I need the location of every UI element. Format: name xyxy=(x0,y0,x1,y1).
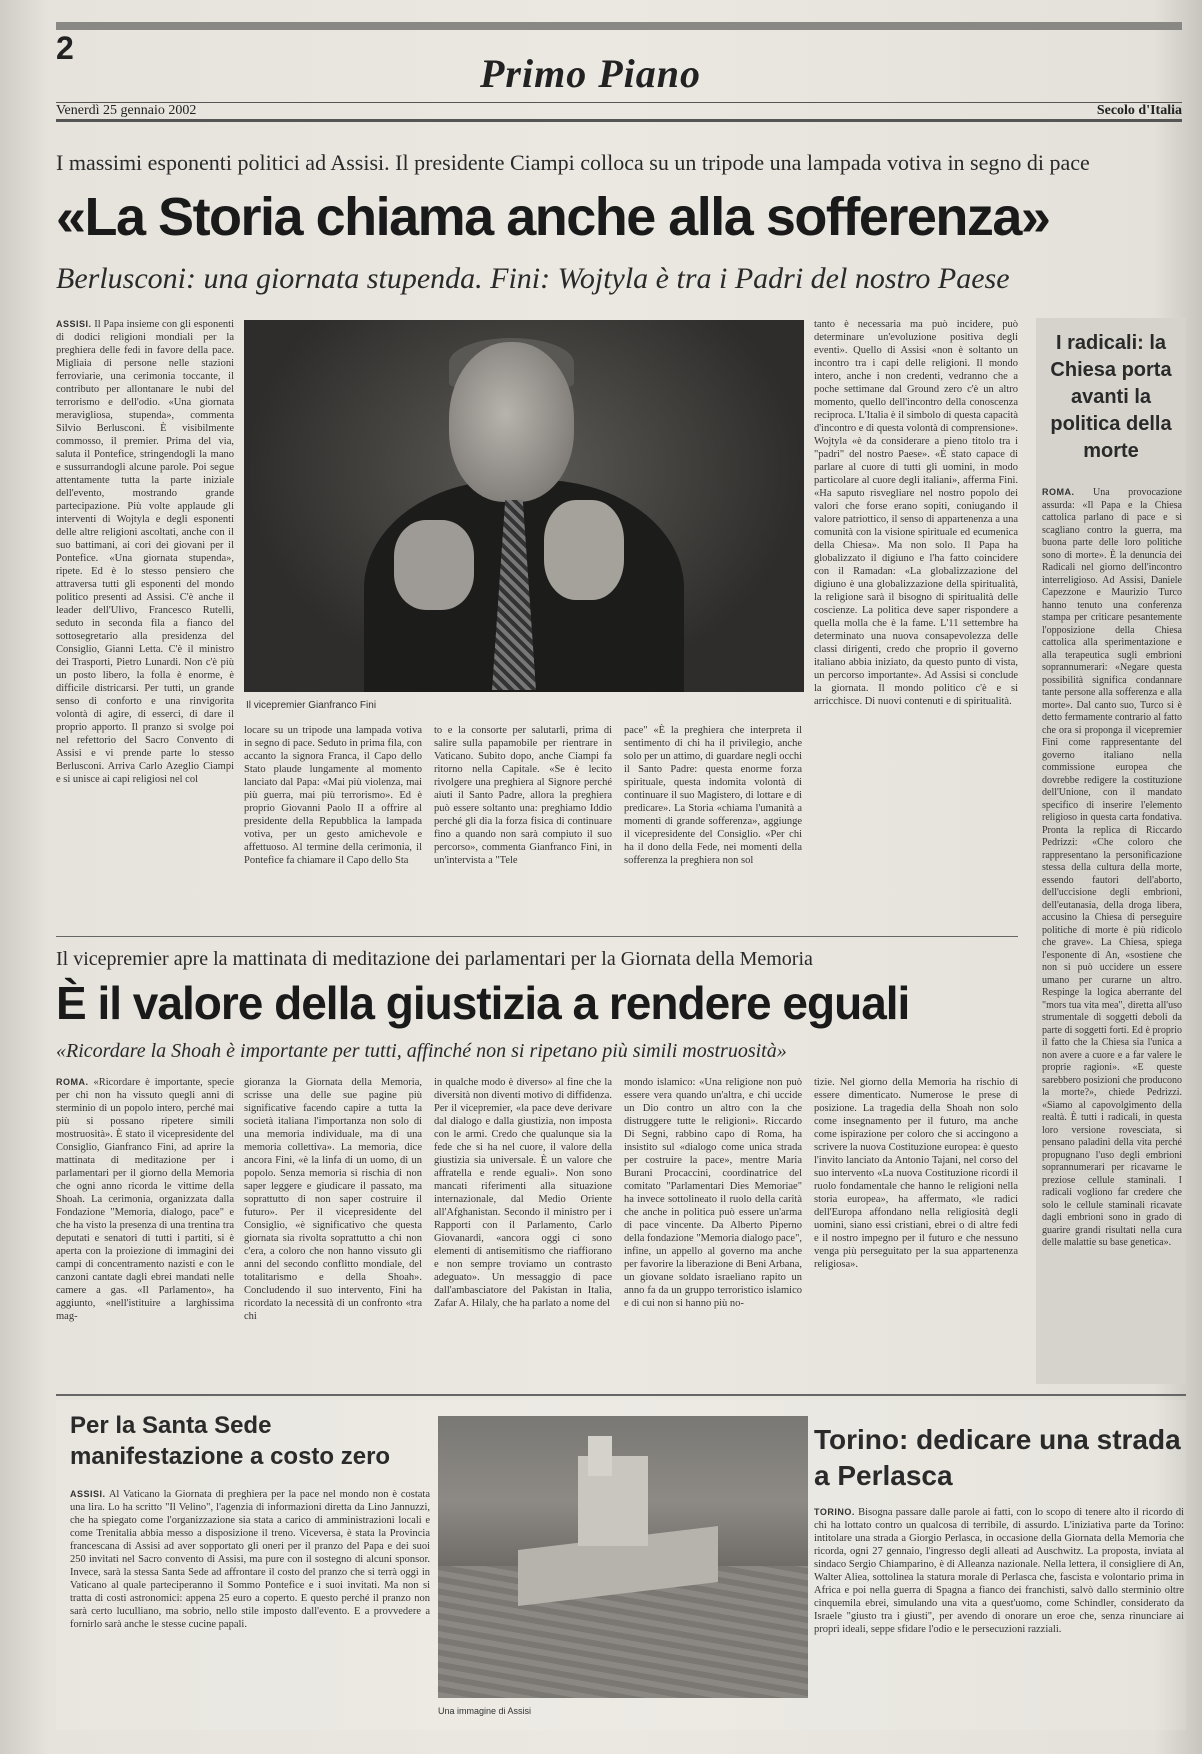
second-kicker: Il vicepremier apre la mattinata di meditazione dei parlamentari per la Giornata della Memoria xyxy=(56,948,813,970)
fini-photo xyxy=(244,320,804,692)
lead-column-3: to e la consorte per salutarli, prima di salire sulla papamobile per rientrare in Vaticano. Subito dopo, anche Ciampi fa ritorno nella Capitale. «Se è lecito rivolgere una preghiera al Signore perché aiuti il Santo Padre, allora la preghiera può essere soltanto una: preghiamo Iddio perché gli dia la forza fisica di continuare fino a quando non sarà compiuto il suo percorso», commenta Gianfranco Fini, in un'intervista a "Tele xyxy=(434,725,612,866)
second-dateline: ROMA. xyxy=(56,1077,89,1087)
second-headline: È il valore della giustizia a rendere eguali xyxy=(56,977,910,1029)
top-rule xyxy=(56,22,1182,30)
newspaper-name: Secolo d'Italia xyxy=(1096,103,1182,118)
divider xyxy=(56,936,1018,937)
sidebar-headline: I radicali: la Chiesa porta avanti la politica della morte xyxy=(1050,332,1172,462)
lead-column-5: tanto è necessaria ma può incidere, può determinare un'evoluzione positiva degli eventi». Quello di Assisi «non è soltanto un incontro tra i capi delle religioni. Il mondo intero, anche i non credenti, vedranno che a poche settimane dal Ground zero c'è un altro momento, quello dell'incontro della conoscenza reciproca. L'Italia è il simbolo di questa capacità d'incontro e di questa volontà di comprensione». Wojtyla «è da considerare a pieno titolo tra i "padri" del nostro Paese». «È stato capace di parlare al cuore di tutti gli uomini, in modo particolare al cuore degli italiani», afferma Fini. «Ha saputo risvegliare nel nostro popolo dei valori che forse erano sopiti, coniugando il valore patriottico, il senso di appartenenza a una comunità con la visione spirituale ed ecumenica della Chiesa». Ma non solo. Il Papa ha globalizzato il digiuno e l'ha fatto coincidere con il Ramadan: «La globalizzazione del digiuno è una globalizzazione della spiritualità, la religione sarà il bisogno di spiritualità delle coscienze. La politica deve saper rispondere a quella molla che è la fame. L'11 settembre ha determinato una nuova consapevolezza delle classi dirigenti, credo che proprio il governo italiano abbia iniziato, da questo punto di vista, un percorso importante». Ad Assisi si conclude la giornata. Il mondo politico c'è e si arricchisce. Di nuovi contenuti e di spiritualità. xyxy=(814,319,1018,707)
santa-sede-headline: Per la Santa Sede manifestazione a costo zero xyxy=(70,1412,391,1470)
assisi-photo-caption: Una immagine di Assisi xyxy=(438,1706,532,1716)
second-subheadline: «Ricordare la Shoah è importante per tutti, affinché non si ripetano più simili mostruosità» xyxy=(56,1040,787,1062)
lead-kicker: I massimi esponenti politici ad Assisi. Il presidente Ciampi colloca su un tripode una lampada votiva in segno di pace xyxy=(56,150,1090,175)
perlasca-text xyxy=(814,1506,1184,1728)
fini-photo-caption: Il vicepremier Gianfranco Fini xyxy=(246,700,377,711)
sidebar-body: Una provocazione assurda: «Il Papa e la Chiesa cattolica parlano di pace e si scagliano contro la guerra, ma buona parte delle loro politiche sono di morte». È la denuncia dei Radicali nel giorno dell'incontro interreligioso. Ad Assisi, Daniele Capezzone e Maurizio Turco hanno tenuto una conferenza stampa per criticare pesantemente l'opposizione della Chiesa cattolica alla sperimentazione e alla terapeutica sugli embrioni soprannumerari: «Negare questa possibilità significa condannare tante persone alla sofferenza e alla morte». Dal canto suo, Turco si è detto fermamente contrario al fatto che ora si proponga il vicepremier Fini come rappresentante del governo italiano nella commissione europea che dovrebbe redigere la costituzione dell'Unione, con il mandato specifico di inserire l'elemento religioso in questa carta fondativa. Pronta la replica di Riccardo Pedrizzi: «Che coloro che rappresentano la personificazione stessa della cultura della morte, essendo fautori dell'aborto, dell'uccisione degli embrioni, dell'eutanasia, della droga libera, accusino la Chiesa di perseguire politiche di morte è più ridicolo che grave». La Chiesa, spiega l'esponente di An, «sostiene che non si può uccidere un essere umano per curarne un altro. Respinge la logica aberrante del "mors tua vita mea", diretta all'uso strumentale di soggetti deboli da parte di soggetti forti. Ed è proprio il fatto che la Chiesa sia l'unica a non avere a cuore e a far valere le proprie ragioni». «E queste sarebbero posizioni che producono la morte?», chiede Pedrizzi. «Siamo al capovolgimento della realtà. È tutti i radicali, in questa loro versione rovesciata, si pensano paladini della vita perché propugnano l'uso degli embrioni soprannumerari per ricavarne le preziose cellule staminali. I radicali vogliono far credere che solo le cellule staminali ricavate dagli embrioni sono in grado di guarire grandi risultati nella cura delle malattie su base genetica». xyxy=(1042,487,1182,1248)
second-column-3: in qualche modo è diverso» al fine che la diversità non diventi motivo di diffidenza. Per il vicepremier, «la pace deve derivare dal dialogo e dalla giustizia, non imposta con le armi. Credo che qualunque sia la fede che si ha nel cuore, il valore della giustizia sia universale. È un valore che affratella e rende eguali». Non sono mancati riferimenti alla situazione internazionale, dal Medio Oriente all'Afghanistan. Secondo il ministro per i Rapporti con il Parlamento, Carlo Giovanardi, «ancora oggi ci sono elementi di antisemitismo che riaffiorano e non sempre troviamo un contrasto adeguato». Un messaggio di pace dall'ambasciatore del Pakistan in Italia, Zafar A. Hilaly, che ha parlato a nome del xyxy=(434,1077,612,1309)
second-column-2: gioranza la Giornata della Memoria, scrisse una delle sue pagine più significative facendo capire a tutta la società italiana l'importanza non solo di una memoria individuale, ma di una memoria collettiva». La memoria, dice ancora Fini, «è la linfa di un uomo, di un popolo. Senza memoria si rischia di non saper leggere e giudicare il passato, ma soprattutto di non saper costruire il futuro». Per il vicepresidente del Consiglio, «è significativo che questa giornata sia rivolta soprattutto a chi non c'era, a coloro che non hanno vissuto gli anni del secondo conflitto mondiale, del totalitarismo e della Shoah». Concludendo il suo intervento, Fini ha ricordato la necessità di un confronto «tra chi xyxy=(244,1077,422,1322)
divider xyxy=(56,1394,1186,1396)
perlasca-dateline: TORINO. xyxy=(814,1507,855,1517)
perlasca-body: Bisogna passare dalle parole ai fatti, con lo scopo di tenere alto il ricordo di chi ha lottato contro un qualcosa di terribile, di assurdo. L'iniziativa parte da Torino: intitolare una strada a Giorgio Perlasca, in occasione della Giornata della Memoria che ricorda, ogni 27 gennaio, l'ingresso degli alleati ad Auschwitz. La proposta, inviata al sindaco Sergio Chiamparino, è di Alleanza nazionale. Nella lettera, il consigliere di An, Walter Aliea, sottolinea la statura morale di Perlasca che, fascista e volontario prima in Africa e poi nella guerra di Spagna a fianco dei franchisti, salvò dallo sterminio oltre cinquemila ebrei, simulando una vita a quest'uomo, come Schindler, considerato da Israele "giusto tra i giusti", per avendo di onorare un eroe che, senza rinunciare ai propri ideali, seppe sfidare l'odio e le persecuzioni razziali. xyxy=(814,1507,1184,1635)
dateline-bar xyxy=(56,102,1182,122)
santa-sede-dateline: ASSISI. xyxy=(70,1489,106,1499)
second-text-col1: «Ricordare è importante, specie per chi non ha vissuto quegli anni di sterminio di un popolo intero, perché mai più si possano ripetere simili mostruosità». È stato il vicepresidente del Consiglio, Gianfranco Fini, ad aprire la mattinata di meditazione per i parlamentari per il giorno della Memoria che ogni anno ricorda le vittime della Shoah. La cerimonia, organizzata dalla Fondazione "Memoria, dialogo, pace" e che ha visto la presenza di una trentina tra deputati e senatori di tutti i partiti, si è aperta con la proiezione di immagini dei campi di concentramento nazisti e con le canzoni cantate dagli ebrei mandati nelle camere a gas. «Il Parlamento», ha aggiunto, «nell'istituire a larghissima mag- xyxy=(56,1077,234,1322)
sidebar-dateline: ROMA. xyxy=(1042,487,1075,497)
santa-sede-text xyxy=(70,1488,430,1728)
lead-text-col1: Il Papa insieme con gli esponenti di dodici religioni mondiali per la preghiera delle fedi in favore della pace. Migliaia di persone nelle stazioni ferroviarie, una cerimonia toccante, il contributo per allontanare le nubi del terrorismo e dell'odio. «Una giornata meravigliosa, stupenda», commenta Silvio Berlusconi. È visibilmente commosso, il premier. Prima del via, saluta il Pontefice, stringendogli la mano e sussurrandogli alcune parole. Poi segue attentamente tutta la parte iniziale dell'evento, mostrando grande partecipazione. Più volte applaude gli interventi di Wojtyla e degli esponenti delle altre religioni ascoltati, anche con il suo battimani, ai cori dei giovani per il Pontefice. «Una giornata stupenda», ripete. Ed è lo stesso pensiero che attraversa tutti gli esponenti del mondo politico presenti ad Assisi. C'è anche il leader dell'Ulivo, Francesco Rutelli, seduto in seconda fila a fianco del sottosegretario alla presidenza del Consiglio, Gianni Letta. C'è il ministro dei Trasporti, Pietro Lunardi. Non c'è più un posto libero, la folla è enorme, è difficile districarsi. Per tutti, un grande senso di conforto e una rinvigorita volontà di agire, di esserci, di dare il proprio apporto. Il pranzo si svolge poi nel refettorio del Sacro Convento di Assisi e vi prende parte lo stesso Berlusconi. Arriva Carlo Azeglio Ciampi e si unisce ai capi religiosi nel col xyxy=(56,319,234,785)
lead-headline: «La Storia chiama anche alla sofferenza» xyxy=(56,187,1050,247)
issue-date: Venerdì 25 gennaio 2002 xyxy=(56,103,197,118)
second-column-1 xyxy=(56,1076,234,1388)
second-column-4: mondo islamico: «Una religione non può essere vera quando un'altra, e chi uccide un Dio contro un altro con la che distruggere tutte le religioni». Riccardo Di Segni, rabbino capo di Roma, ha insistito sul «dialogo come unica strada per costruire la pace», mentre Maria Burani Procaccini, coordinatrice del comitato "Parlamentari Dies Memoriae" ha invece sottolineato il ruolo della carità che anche in politica può essere un'arma di pace vincente. Da Alberto Piperno della fondazione "Memoria dialogo pace", infine, un appello al governo ma anche per favorire la liberazione di Beni Arbana, un giovane soldato israeliano rapito un anno fa da un gruppo terroristico islamico e di cui non si hanno più no- xyxy=(624,1077,802,1309)
page-number: 2 xyxy=(56,30,74,66)
section-title: Primo Piano xyxy=(480,51,702,96)
lead-dateline: ASSISI. xyxy=(56,319,92,329)
perlasca-headline: Torino: dedicare una strada a Perlasca xyxy=(814,1424,1181,1491)
assisi-photo xyxy=(438,1416,808,1698)
lead-column-1 xyxy=(56,318,234,918)
sidebar-text xyxy=(1042,486,1182,1378)
santa-sede-body: Al Vaticano la Giornata di preghiera per la pace nel mondo non è costata una lira. Lo ha scritto "Il Velino", l'agenzia di informazioni diretta da Lino Jannuzzi, che ha spiegato come l'organizzazione sia stata a carico di amministrazioni locali e come Trenitalia abbia messo a disposizione il treno. Viceversa, è stata la Provincia francescana di Assisi ad aver sopportato gli oneri per il pranzo del Papa e dei suoi 250 invitati nel Sacro convento di Assisi, ma pure con il sostegno di alcuni sponsor. Invece, sarà la stessa Santa Sede ad affrontare il costo del pranzo che si terrà oggi in Vaticano al quale parteciperanno il Sommo Pontefice e i suoi invitati. Ma non si tratta di costi astronomici: appena 25 euro a coperto. E questo perché il pranzo non sarà certo luculliano, ma sobrio, nello stile imposto dall'evento. E a provvedere a fornirlo sarà anche le stesse cucine papali. xyxy=(70,1489,430,1630)
lead-column-4: pace" «È la preghiera che interpreta il sentimento di chi ha il privilegio, anche solo per un attimo, di guardare negli occhi il Santo Padre: questa enorme forza spirituale, questa indomita volontà di continuare il suo Magistero, di lottare e di predicare». La Storia «chiama l'umanità a momenti di grande sofferenza», aggiunge il vicepresidente del Consiglio. «Per chi ha il dono della Fede, nei momenti della sofferenza la preghiera non sol xyxy=(624,725,802,866)
lead-column-2: locare su un tripode una lampada votiva in segno di pace. Seduto in prima fila, con accanto la signora Franca, il Capo dello Stato plaude lungamente al momento lanciato dal Papa: «Mai più violenza, mai più guerra, mai più terrorismo». Ed è proprio Giovanni Paolo II a offrire al presidente della Repubblica la lampada votiva, per un gesto amichevole e affettuoso. Al termine della cerimonia, il Pontefice fa chiamare il Capo dello Sta xyxy=(244,725,422,866)
lead-subheadline: Berlusconi: una giornata stupenda. Fini: Wojtyla è tra i Padri del nostro Paese xyxy=(56,262,1010,295)
second-column-5: tizie. Nel giorno della Memoria ha rischio di essere dimenticato. Numerose le prese di posizione. La tragedia della Shoah non solo come insegnamento per il futuro, ma anche come ispirazione per coloro che si accingono a scrivere la nuova Costituzione europea: è questo l'invito lanciato da Antonio Tajani, nel corso del suo intervento «La nuova Costituzione ricordi il ruolo fondamentale che hanno le religioni nella storia europea», ha affermato, «le radici dell'Europa affondano nella religiosità degli uomini, siano essi cristiani, ebrei o di altre fedi e il nostro impegno per il futuro e che nessuno venga più perseguitato per la sua appartenenza religiosa». xyxy=(814,1077,1018,1270)
